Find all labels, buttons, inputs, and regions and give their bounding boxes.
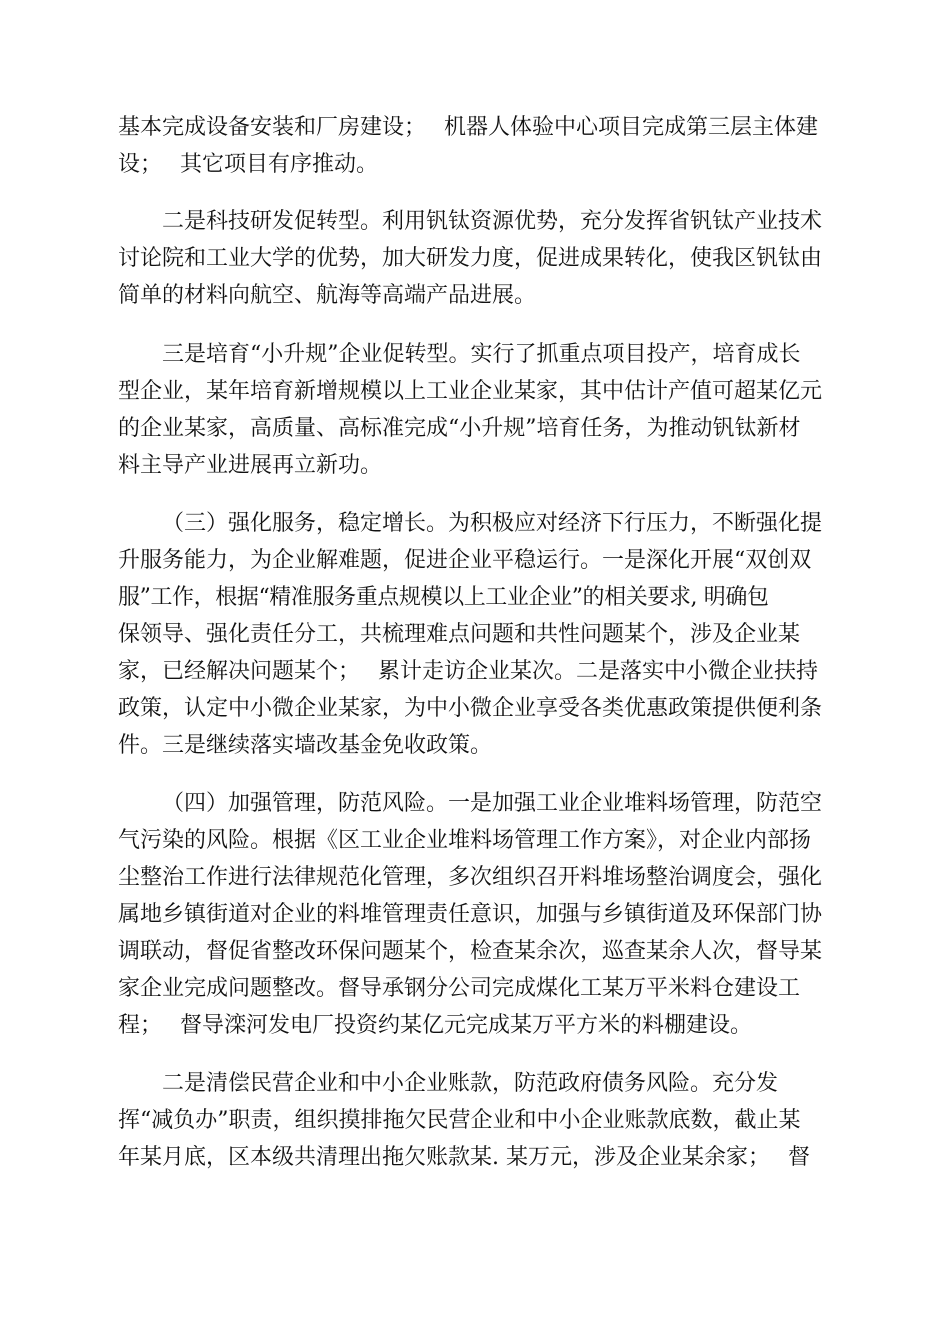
- text-line: 属地乡镇街道对企业的料堆管理责任意识，加强与乡镇街道及环保部门协: [118, 902, 823, 927]
- text-line: （三）强化服务，稳定增长。为积极应对经济下行压力，不断强化提: [162, 511, 823, 536]
- text-line: 挥“减负办”职责，组织摸排拖欠民营企业和中小企业账款底数，截止某: [118, 1108, 801, 1133]
- text-line: 二是科技研发促转型。利用钒钛资源优势，充分发挥省钒钛产业技术: [162, 209, 823, 234]
- text-line: 简单的材料向航空、航海等高端产品进展。: [118, 283, 537, 308]
- text-line: 政策，认定中小微企业某家，为中小微企业享受各类优惠政策提供便利条: [118, 696, 823, 721]
- text-line: 服”工作，根据“精准服务重点规模以上工业企业”的相关要求, 明确包: [118, 585, 769, 610]
- text-line: 的企业某家，高质量、高标准完成“小升规”培育任务，为推动钒钛新材: [118, 416, 801, 441]
- text-line: 件。三是继续落实墙改基金免收政策。: [118, 733, 493, 758]
- text-line: 尘整治工作进行法律规范化管理，多次组织召开料堆场整治调度会，强化: [118, 865, 823, 890]
- text-line: （四）加强管理，防范风险。一是加强工业企业堆料场管理，防范空: [162, 791, 823, 816]
- text-line: 保领导、强化责任分工，共梳理难点问题和共性问题某个，涉及企业某: [118, 622, 801, 647]
- text-line: 家，已经解决问题某个； 累计走访企业某次。二是落实中小微企业扶持: [118, 659, 818, 684]
- text-line: 三是培育“小升规”企业促转型。实行了抓重点项目投产，培育成长: [162, 342, 801, 367]
- text-line: 二是清偿民营企业和中小企业账款，防范政府债务风险。充分发: [162, 1071, 779, 1096]
- text-line: 升服务能力，为企业解难题，促进企业平稳运行。一是深化开展“双创双: [118, 548, 812, 573]
- text-line: 讨论院和工业大学的优势，加大研发力度，促进成果转化，使我区钒钛由: [118, 246, 823, 271]
- text-line: 程； 督导滦河发电厂投资约某亿元完成某万平方米的料棚建设。: [118, 1013, 752, 1038]
- text-line: 调联动，督促省整改环保问题某个，检查某余次，巡查某余人次，督导某: [118, 939, 823, 964]
- text-line: 年某月底，区本级共清理出拖欠账款某. 某万元，涉及企业某余家； 督: [118, 1145, 810, 1170]
- text-line: 气污染的风险。根据《区工业企业堆料场管理工作方案》，对企业内部扬: [118, 828, 812, 853]
- text-line: 设； 其它项目有序推动。: [118, 152, 378, 177]
- text-line: 家企业完成问题整改。督导承钢分公司完成煤化工某万平米料仓建设工: [118, 976, 801, 1001]
- text-line: 型企业，某年培育新增规模以上工业企业某家，其中估计产值可超某亿元: [118, 379, 823, 404]
- text-line: 基本完成设备安装和厂房建设； 机器人体验中心项目完成第三层主体建: [118, 115, 818, 140]
- text-line: 料主导产业进展再立新功。: [118, 453, 383, 478]
